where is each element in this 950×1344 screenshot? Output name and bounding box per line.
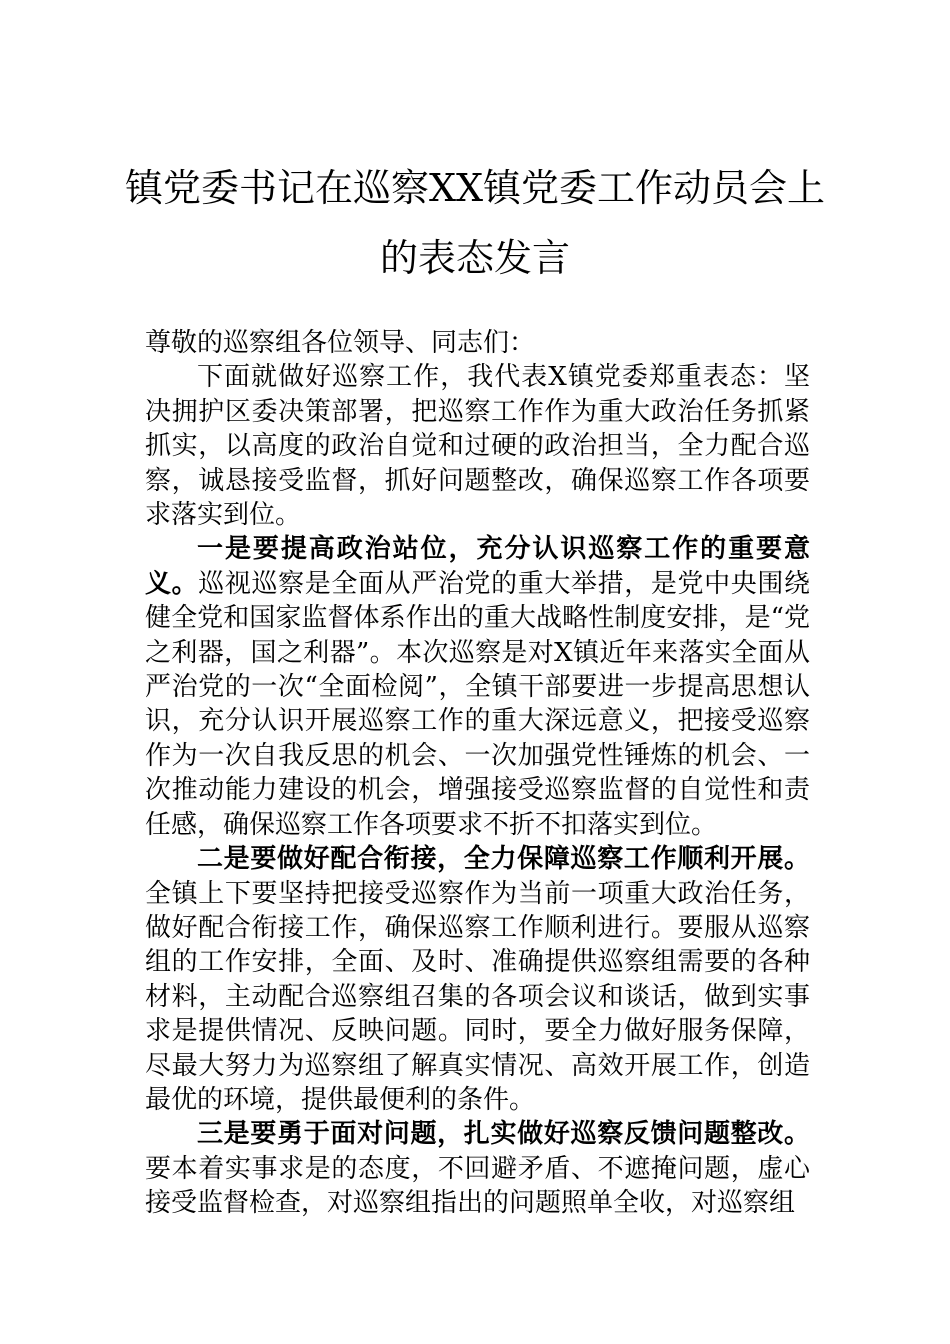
section-2-paragraph [145, 842, 810, 1117]
salutation: 尊敬的巡察组各位领导、同志们： [145, 328, 536, 358]
document-title-line-2: 的表态发言 [379, 236, 570, 280]
section-1-paragraph [145, 532, 810, 842]
document-body [145, 326, 810, 1221]
document-title-line-1: 镇党委书记在巡察XX镇党委工作动员会上 [124, 166, 826, 210]
intro-paragraph: 下面就做好巡察工作，我代表X镇党委郑重表态：坚决拥护区委决策部署，把巡察工作作为重大政治任务抓紧抓实，以高度的政治自觉和过硬的政治担当，全力配合巡察，诚恳接受监督，抓好问题整改，确保巡察工作各项要求落实到位。 [145, 362, 810, 531]
section-2-heading: 二是要做好配合衔接，全力保障巡察工作顺利开展。 [197, 844, 810, 875]
section-3-body: 要本着实事求是的态度，不回避矛盾、不遮掩问题，虚心接受监督检查，对巡察组指出的问题照单全收，对巡察组 [145, 1153, 810, 1219]
section-3-paragraph [145, 1117, 810, 1220]
section-3-heading: 三是要勇于面对问题，扎实做好巡察反馈问题整改。 [197, 1119, 810, 1150]
section-1-heading: 一是要提高政治站位，充分认识巡察工作的重要意义。 [145, 534, 810, 599]
section-1-body: 巡视巡察是全面从严治党的重大举措，是党中央围绕健全党和国家监督体系作出的重大战略性制度安排，是“党之利器，国之利器”。本次巡察是对X镇近年来落实全面从严治党的一次“全面检阅”，全镇干部要进一步提高思想认识，充分认识开展巡察工作的重大深远意义，把接受巡察作为一次自我反思的机会、一次加强党性锤炼的机会、一次推动能力建设的机会，增强接受巡察监督的自觉性和责任感，确保巡察工作各项要求不折不扣落实到位。 [145, 568, 810, 840]
section-2-body: 全镇上下要坚持把接受巡察作为当前一项重大政治任务，做好配合衔接工作，确保巡察工作顺利进行。要服从巡察组的工作安排，全面、及时、准确提供巡察组需要的各种材料，主动配合巡察组召集的各项会议和谈话，做到实事求是提供情况、反映问题。同时，要全力做好服务保障，尽最大努力为巡察组了解真实情况、高效开展工作，创造最优的环境，提供最便利的条件。 [145, 878, 810, 1115]
